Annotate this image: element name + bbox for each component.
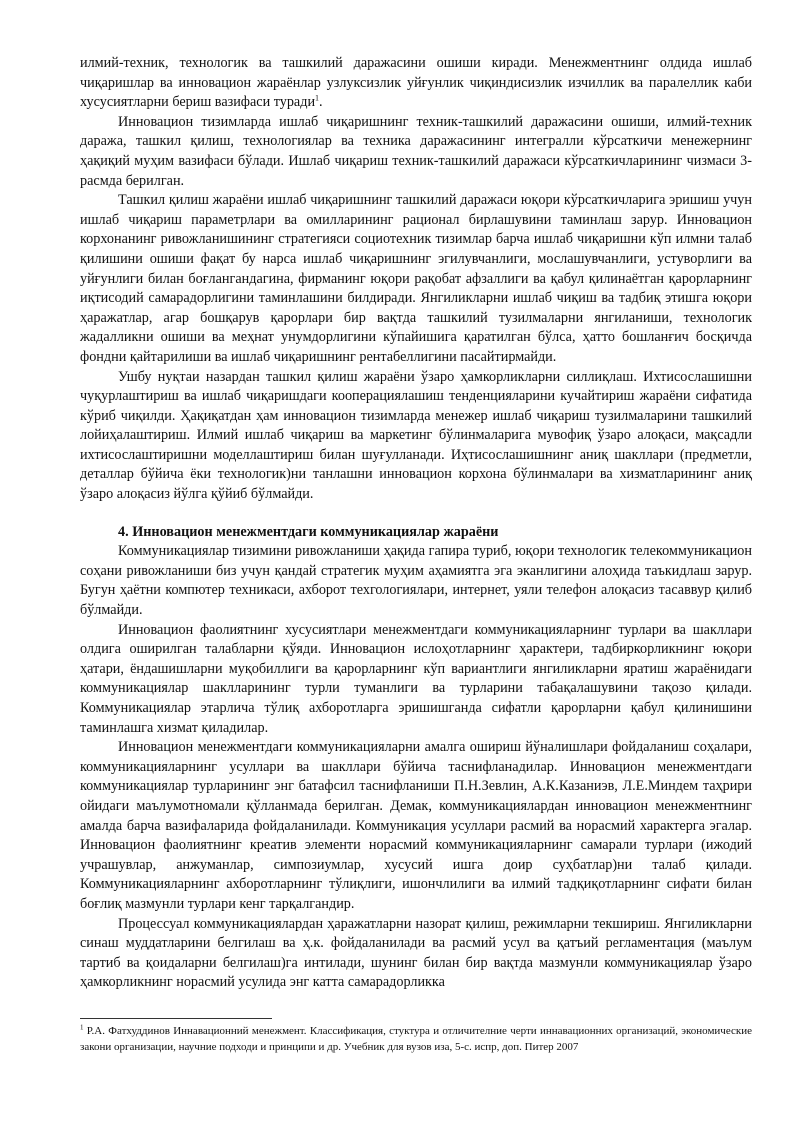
document-body bbox=[80, 54, 752, 993]
paragraph-3: Ташкил қилиш жараёни ишлаб чиқаришнинг ташкилий даражаси юқори кўрсаткичларига эришиш учун ишлаб чиқариш параметрлари ва омилларининг рационал бирлашувини таминлаш зарур. Инновацион корхонанинг ривожланишининг стратегияси социотехник тизимлар барча ишлаб чиқаришни кўп илмни талаб қилишини ошиши фақат бу нарса ишлаб чиқаришнинг эгилувчанлиги, мослашувчанлиги, устуворлиги ва уйғунлиги билан боғлангандагина, фирманинг юқори рақобат афзаллиги ва қабул қилинаётган қарорларнинг иқтисодий самарадорлигини таминлашини билдиради. Янгиликларни ишлаб чиқиш ва тадбиқ этишга юқори ҳаражатлар, агар бошқарув қарорлари бир вақтда ташкилий тузилмаларни янгиланиши, технологик жадалликни ошиши ва меҳнат унумдорлигини кўпайишига қаратилган бўлса, ҳатто бошланғич босқичда фондни қайтарилиши ва ишлаб чиқаришнинг рентабеллигини пасайтирмайди. bbox=[80, 192, 752, 365]
paragraph-4: Ушбу нуқтаи назардан ташкил қилиш жараёни ўзаро ҳамкорликларни силлиқлаш. Ихтисослашишни чуқурлаштириш ва ишлаб чиқаришдаги кооперациялашиш тенденцияларини кучайтириш жараёни сифатида кўриб чиқилди. Ҳақиқатдан ҳам инновацион тизимларда менежер ишлаб чиқариш тузилмаларини ташкилий лойиҳалаштириш. Илмий ишлаб чиқариш ва маркетинг бўлинмаларига мувофиқ ўзаро алоқаси, мақсадли ихтисослаштиришни моделлаштириш билан шуғулланади. Иҳтисослашишнинг аниқ шакллари (предметли, деталлар бўйича ёки технологик)ни танлашни инновацион корхона бўлинмалари ва хизматларининг аниқ ўзаро алоқасиз йўлга қўйиб бўлмайди. bbox=[80, 368, 752, 503]
footnote bbox=[80, 1024, 752, 1055]
paragraph-7: Инновацион менежментдаги коммуникацияларни амалга ошириш йўналишлари фойдаланиш соҳалари, коммуникацияларнинг усуллари ва шакллари бўйича таснифланадилар. Инновацион менежментдаги коммуникациялар турларининг энг батафсил таснифланиши П.Н.Зевлин, А.К.Казаниэв, Л.Е.Миндем таҳрири ойидаги маълумотномали қўлланмада берилган. Демак, коммуникациялардан инновацион менежментнинг амалда барча вазифаларида фойдаланилади. Коммуникация усуллари расмий ва норасмий характерга эгалар. Инновацион фаолиятнинг креатив элементи норасмий коммуникацияларнинг самарали турлари (ижодий учрашувлар, анжуманлар, симпозиумлар, хусусий ишга доир суҳбатлар)ни талаб қилади. Коммуникацияларнинг ахборотларнинг тўлиқлиги, ишончлилиги ва илмий тадқиқотларнинг сифати билан боғлиқ мазмунли турлари кенг тарқалгандир. bbox=[80, 739, 752, 912]
paragraph-1-text: илмий-техник, технологик ва ташкилий даражасини ошиши киради. Менежментнинг олдида ишлаб чиқаришлар ва инновацион жараёнлар узлуксизлик уйғунлик чиқиндисизлик изчиллик ва паралеллик каби хусусиятларни бериш вазифаси туради bbox=[80, 55, 752, 111]
paragraph-1-tail: . bbox=[319, 94, 323, 111]
section-heading: 4. Инновацион менежментдаги коммуникациялар жараёни bbox=[118, 523, 499, 540]
footnote-number: 1 bbox=[80, 1023, 84, 1032]
footnote-ref[interactable]: 1 bbox=[315, 93, 320, 103]
paragraph-1 bbox=[80, 54, 752, 113]
paragraph-5: Коммуникациялар тизимини ривожланиши ҳақида гапира туриб, юқори технологик телекоммуникацион соҳани ривожланиши биз учун қандай стратегик муҳим аҳамиятга эга эканлигини алоҳида таъкидлаш зарур. Бугун ҳаётни компютер техникаси, ахборот техгологиялари, интернет, уяли телефон алоқасиз тасаввур қилиб бўлмайди. bbox=[80, 543, 752, 619]
footnote-text: Р.А. Фатхуддинов Иннавационний менежмент. Классификация, стуктура и отличителние черти иннавационних организаций, экономические закони организации, научние подходи и принципи и др. Учебник для вузов иза, 5-с. испр, доп. Питер 2007 bbox=[80, 1025, 752, 1053]
footnote-separator bbox=[80, 1018, 272, 1019]
paragraph-8: Процессуал коммуникациялардан ҳаражатларни назорат қилиш, режимларни текшириш. Янгиликларни синаш муддатларини белгилаш ва ҳ.к. фойдаланилади ва расмий усул ва қатъий регламентация (маълум тартиб ва қоидаларни белгилаш)га интилади, шунинг билан бир вақтда мазмунли коммуникациялар ўзаро ҳамкорликнинг норасмий усулида энг катта самарадорликка bbox=[80, 915, 752, 991]
paragraph-6: Инновацион фаолиятнинг хусусиятлари менежментдаги коммуникацияларнинг турлари ва шакллари олдига оширилган талабларни қўяди. Инновацион ислоҳотларнинг ҳарактери, тадбиркорликнинг юқори ҳатари, ёндашишларни муқобиллиги ва қарорларнинг кўп вариантлиги янгиликларни яратиш жараёнидаги коммуникациялар шаклларининг турли туманлиги ва турларини табақалашувини тақозо қилади. Коммуникациялар этарлича тўлиқ ахборотларга эришишганда сифатли қарорларни қабул қилинишини таминлашга хизмат қиладилар. bbox=[80, 621, 752, 736]
paragraph-2: Инновацион тизимларда ишлаб чиқаришнинг техник-ташкилий даражасини ошиши, илмий-техник даража, ташкил қилиш, технологиялар ва техника даражасининг интегралли кўрсаткичи менежернинг ҳақиқий муҳим вазифаси бўлади. Ишлаб чиқариш техник-ташкилий даражаси кўрсаткичларининг чизмаси 3-расмда берилган. bbox=[80, 113, 752, 189]
